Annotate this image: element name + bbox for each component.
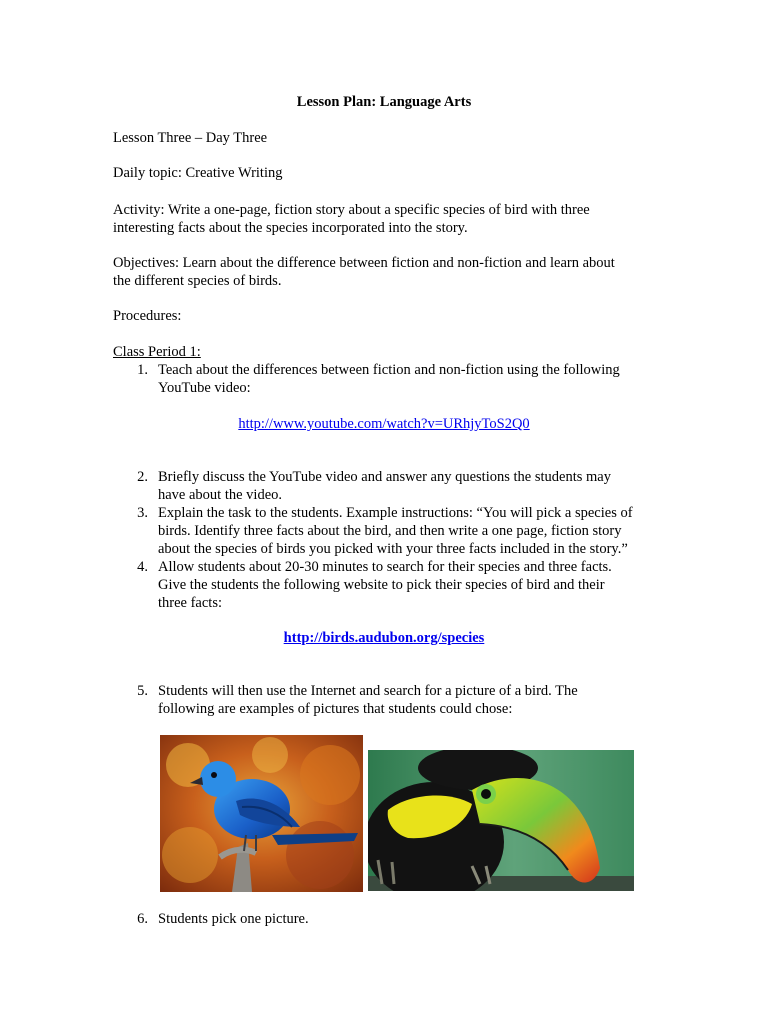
list-item-line: three facts: — [158, 595, 223, 611]
list-item-line: YouTube video: — [158, 380, 251, 396]
youtube-link[interactable]: http://www.youtube.com/watch?v=URhjyToS2Q0 — [238, 416, 530, 432]
list-item-number: 3. — [137, 505, 148, 521]
audubon-link[interactable]: http://birds.audubon.org/species — [283, 630, 485, 646]
list-item-line: birds. Identify three facts about the bird, and then write a one page, fiction story — [158, 523, 622, 539]
list-item-number: 2. — [137, 469, 148, 485]
page-title: Lesson Plan: Language Arts — [296, 94, 472, 110]
activity-line-2: interesting facts about the species incorporated into the story. — [113, 220, 468, 236]
list-item-number: 6. — [137, 911, 148, 927]
keel-billed-toucan-photo — [368, 750, 634, 891]
list-item-line: Teach about the differences between fiction and non-fiction using the following — [158, 362, 620, 378]
objectives-line-2: the different species of birds. — [113, 273, 282, 289]
list-item-line: have about the video. — [158, 487, 283, 503]
list-item-line: Students will then use the Internet and search for a picture of a bird. The — [158, 683, 578, 699]
list-item-line: Briefly discuss the YouTube video and answer any questions the students may — [158, 469, 611, 485]
audubon-link-line — [0, 629, 768, 647]
list-item-line: Allow students about 20-30 minutes to search for their species and three facts. — [158, 559, 612, 575]
indigo-bunting-photo — [160, 735, 363, 892]
list-item-number: 4. — [137, 559, 148, 575]
list-item-line: Students pick one picture. — [158, 911, 309, 927]
list-item-line: Explain the task to the students. Example instructions: “You will pick a species of — [158, 505, 633, 521]
list-item-line: about the species of birds you picked with your three facts included in the story.” — [158, 541, 628, 557]
procedures-heading: Procedures: — [113, 308, 182, 324]
class-period-heading: Class Period 1: — [113, 344, 201, 360]
objectives-line-1: Objectives: Learn about the difference between fiction and non-fiction and learn about — [113, 255, 615, 271]
list-item-number: 5. — [137, 683, 148, 699]
list-item-line: Give the students the following website to pick their species of bird and their — [158, 577, 605, 593]
activity-line-1: Activity: Write a one-page, fiction story about a specific species of bird with three — [113, 202, 590, 218]
daily-topic-line: Daily topic: Creative Writing — [113, 165, 283, 181]
list-item-number: 1. — [137, 362, 148, 378]
lesson-day-line: Lesson Three – Day Three — [113, 130, 268, 146]
youtube-link-line — [0, 415, 768, 433]
list-item-line: following are examples of pictures that students could chose: — [158, 701, 513, 717]
